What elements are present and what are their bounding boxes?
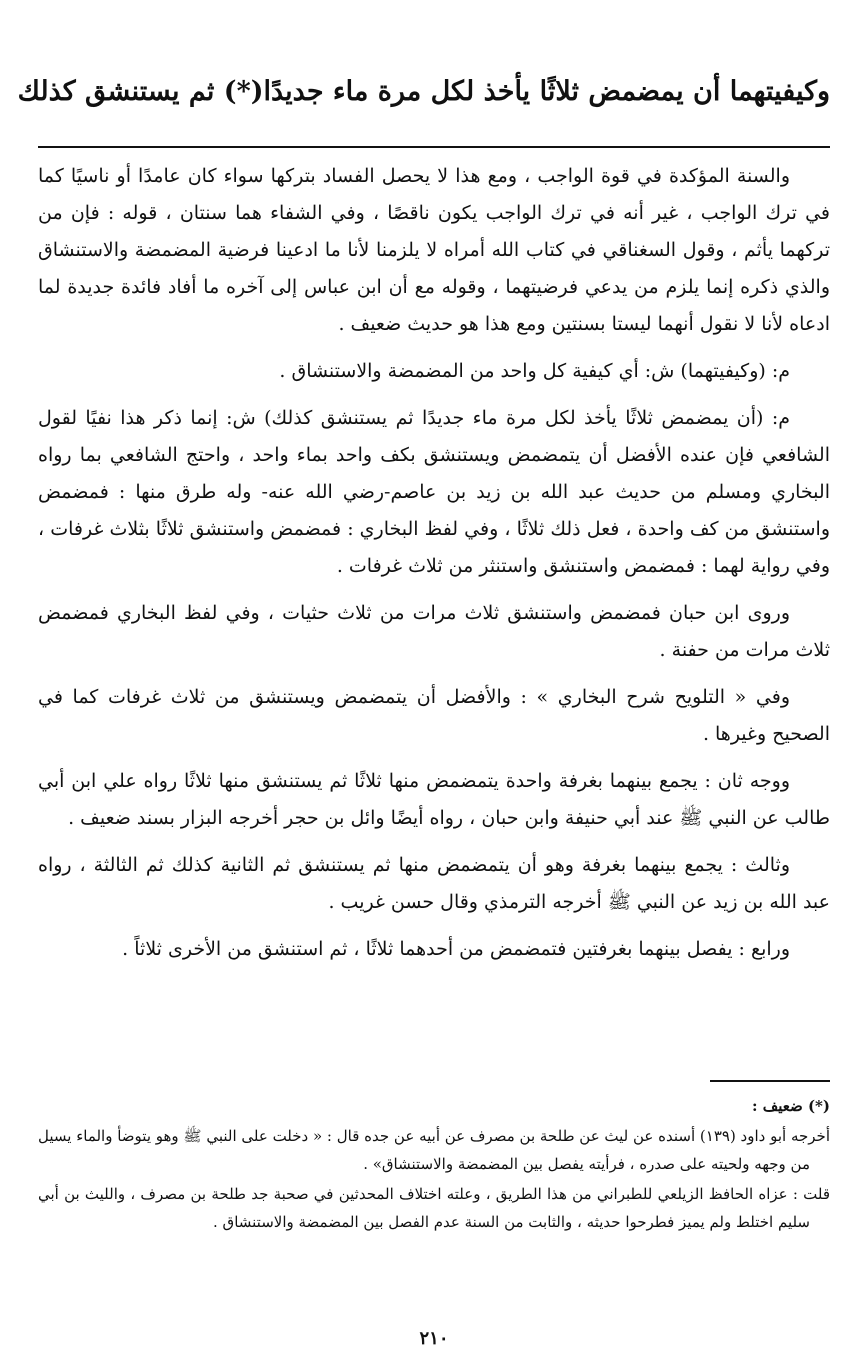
footnotes <box>38 1092 830 1238</box>
paragraph: والسنة المؤكدة في قوة الواجب ، ومع هذا لا يحصل الفساد بتركها سواء كان عامدًا أو ناسيًا كما في ترك الواجب ، غير أنه في ترك الواجب يكون ناقصًا ، وفي الشفاء هما سنتان ، قوله : فإن من تركهما يأثم ، وقول السغناقي في كتاب الله أمراه لا يلزمنا لأنا ما ادعينا فرضية المضمضة والاستنشاق والذي ذكره إنما يلزم من يدعي فرضيتهما ، وقوله مع أن ابن عباس إلى آخره ما أفاد فائدة جديدة لما ادعاه لأنا لا نقول أنهما ليستا بسنتين ومع هذا هو حديث ضعيف . <box>38 165 830 335</box>
paragraph: وروى ابن حبان فمضمض واستنشق ثلاث مرات من ثلاث حثيات ، وفي لفظ البخاري فمضمض ثلاث مرات من حفنة . <box>38 602 830 661</box>
paragraph: وفي « التلويح شرح البخاري » : والأفضل أن يتمضمض ويستنشق من ثلاث غرفات كما في الصحيح وغيرها . <box>38 686 830 745</box>
paragraph: م: (وكيفيتهما) ش: أي كيفية كل واحد من المضمضة والاستنشاق . <box>279 360 790 382</box>
matn-heading: وكيفيتهما أن يمضمض ثلاثًا يأخذ لكل مرة ماء جديدًا(*) ثم يستنشق كذلك <box>17 76 830 107</box>
footnote-text: قلت : عزاه الحافظ الزيلعي للطبراني من هذا الطريق ، وعلته اختلاف المحدثين في صحبة جد طلحة بن مصرف ، والليث بن أبي سليم اختلط ولم يميز فطرحوا حديثه ، والثابت من السنة عدم الفصل بين المضمضة والاستنشاق . <box>38 1185 830 1231</box>
footnote-divider <box>710 1080 830 1082</box>
paragraph: ورابع : يفصل بينهما بغرفتين فتمضمض من أحدهما ثلاثًا ، ثم استنشق من الأخرى ثلاثاً . <box>122 938 790 960</box>
paragraph: وثالث : يجمع بينهما بغرفة وهو أن يتمضمض منها ثم يستنشق ثم الثانية كذلك ثم الثالثة ، رواه عبد الله بن زيد عن النبي ﷺ أخرجه الترمذي وقال حسن غريب . <box>38 854 830 913</box>
paragraph: ووجه ثان : يجمع بينهما بغرفة واحدة يتمضمض منها ثلاثًا ثم يستنشق منها ثلاثًا رواه علي ابن أبي طالب عن النبي ﷺ عند أبي حنيفة وابن حبان ، رواه أيضًا وائل بن حجر أخرجه البزار بسند ضعيف . <box>38 770 830 829</box>
page-number: ٢١٠ <box>419 1328 449 1349</box>
commentary-body <box>38 158 830 978</box>
footnote-text: أخرجه أبو داود (١٣٩) أسنده عن ليث عن طلحة بن مصرف عن أبيه عن جده قال : « دخلت على النبي ﷺ وهو يتوضأ والماء يسيل من وجهه ولحيته على صدره ، فرأيته يفصل بين المضمضة والاستنشاق» . <box>37 1127 830 1173</box>
footnote-marker: (*) ضعيف : <box>751 1097 830 1115</box>
paragraph: م: (أن يمضمض ثلاثًا يأخذ لكل مرة ماء جديدًا ثم يستنشق كذلك) ش: إنما ذكر هذا نفيًا لقول الشافعي فإن عنده الأفضل أن يتمضمض ويستنشق بكف واحد بماء واحد ، واحتج الشافعي بما رواه البخاري ومسلم من حديث عبد الله بن زيد بن عاصم-رضي الله عنه- وله طرق منها : فمضمض واستنشق من كف واحدة ، فعل ذلك ثلاثًا ، وفي لفظ البخاري : فمضمض واستنشق ثلاثًا بثلاث غرفات ، وفي رواية لهما : فمضمض واستنشق واستنثر من ثلاث غرفات . <box>38 407 830 577</box>
heading-divider <box>38 146 830 148</box>
